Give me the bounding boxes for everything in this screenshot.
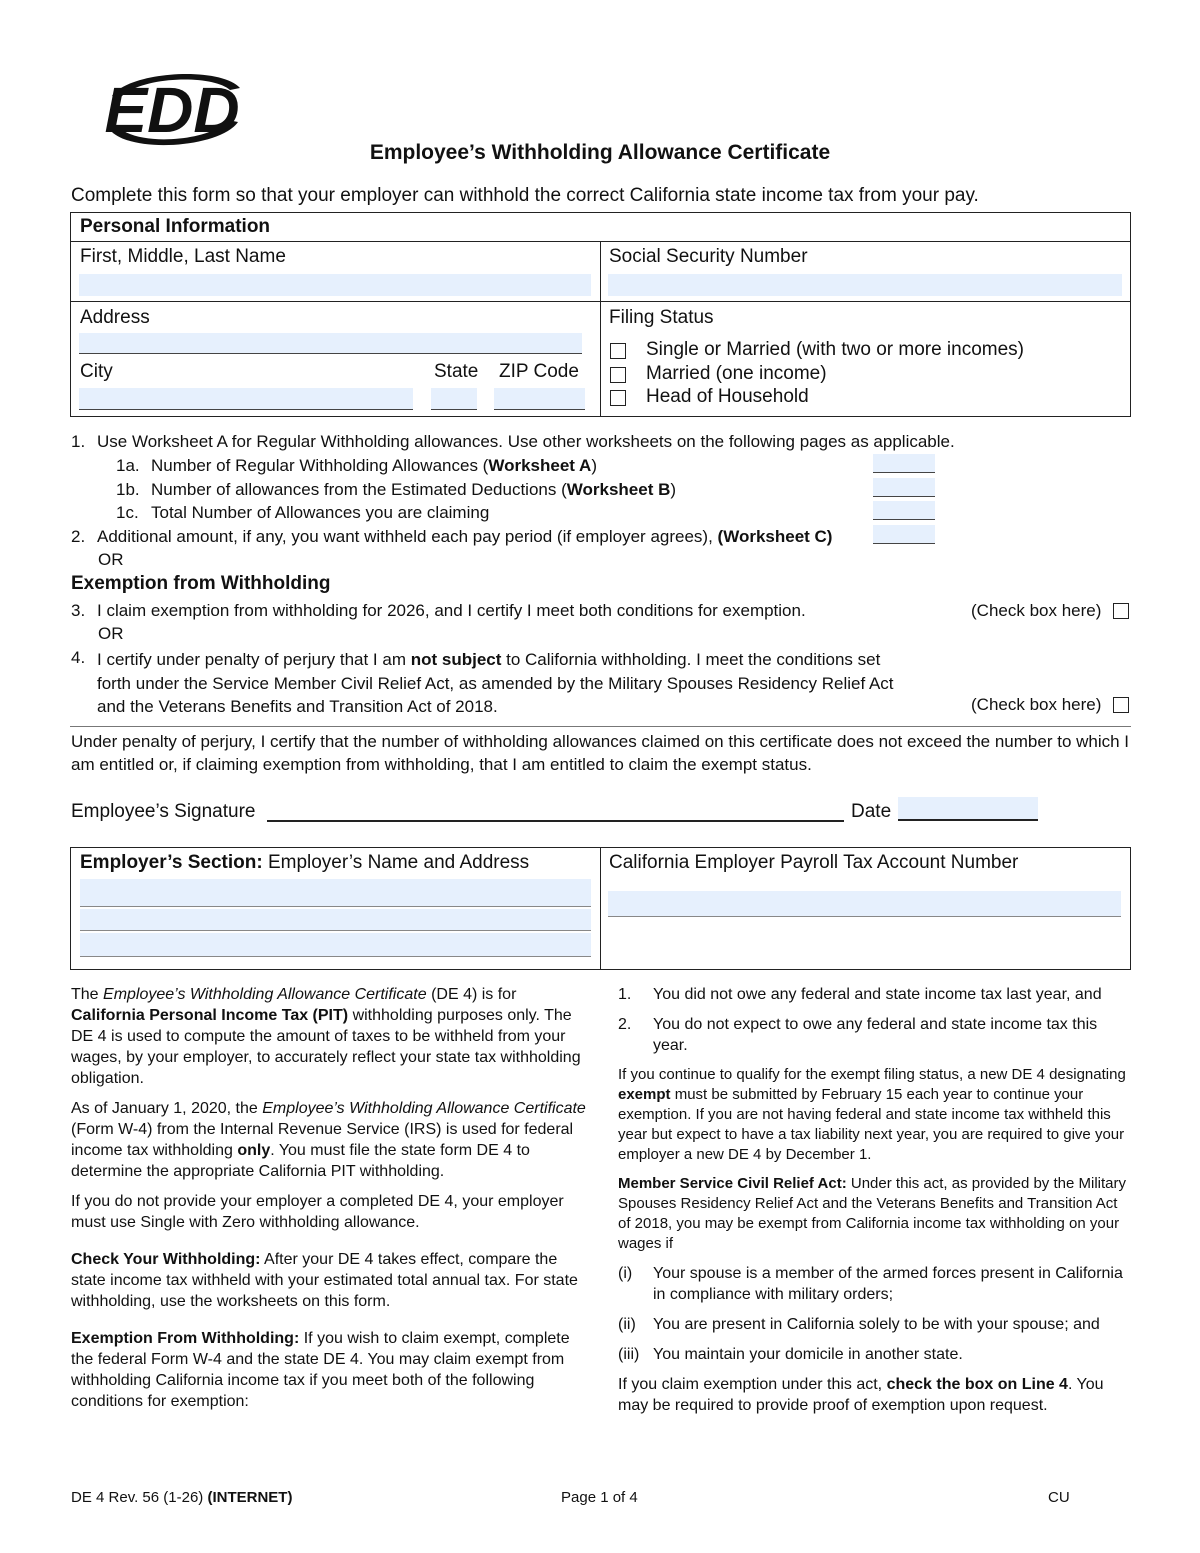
line-3-text: I claim exemption from withholding for 2026, and I certify I meet both conditions for exemption.	[97, 601, 806, 620]
intro-text: Complete this form so that your employer can withhold the correct California state income tax from your pay.	[71, 185, 979, 206]
filing-married-label: Married (one income)	[646, 363, 827, 384]
line-4-check-label: (Check box here)	[971, 695, 1102, 714]
svg-text:EDD: EDD	[104, 74, 240, 146]
footer-page-number: Page 1 of 4	[561, 1489, 638, 1506]
line-1a-number: 1a.	[116, 456, 140, 475]
line-4-text: I certify under penalty of perjury that I am not subject to California withholding. I meet the conditions set forth under the Service Member Civil Relief Act, as amended by the Military Spouses Residency Relief Act and the Veterans Benefits and Transition Act of 2018.	[97, 650, 894, 716]
page-title: Employee’s Withholding Allowance Certificate	[369, 141, 831, 164]
relief-condition-1: (i) Your spouse is a member of the armed forces present in California in compliance with military orders;	[618, 1265, 1123, 1303]
personal-info-heading: Personal Information	[80, 216, 271, 237]
certification-text: Under penalty of perjury, I certify that the number of withholding allowances claimed on this certificate does not exceed the number to which I am entitled or, if claiming exemption from withholding, that I am entitled to claim the exempt status.	[71, 732, 1130, 774]
info-left-p4: Check Your Withholding: After your DE 4 takes effect, compare the state income tax withheld with your estimated total annual tax. For state withholding, use the worksheets on this form.	[71, 1251, 578, 1310]
name-input[interactable]	[79, 274, 591, 296]
info-left-p5: Exemption From Withholding: If you wish to claim exempt, complete the federal Form W-4 and the state DE 4. You may claim exempt from withholding California income tax if you meet both of the following conditions for exemption:	[71, 1330, 570, 1410]
relief-condition-3: (iii) You maintain your domicile in another state.	[618, 1346, 963, 1363]
divider	[70, 726, 1131, 727]
line-4-number: 4.	[71, 648, 86, 667]
condition-2: 2. You do not expect to owe any federal and state income tax this year.	[618, 1016, 1098, 1054]
account-number-label: California Employer Payroll Tax Account Number	[609, 852, 1019, 873]
exemption-heading: Exemption from Withholding	[71, 573, 331, 594]
info-left-p1: The Employee’s Withholding Allowance Certificate (DE 4) is for California Personal Income Tax (PIT) withholding purposes only. The DE 4 is used to compute the amount of taxes to be withheld from your wages, by your employer, to accurately reflect your state tax withholding obligation.	[71, 986, 581, 1087]
line-2-number: 2.	[71, 527, 86, 546]
line-2-input[interactable]	[873, 525, 935, 544]
line-1b-number: 1b.	[116, 480, 140, 499]
line-3-check-label: (Check box here)	[971, 601, 1102, 620]
info-left-p2: As of January 1, 2020, the Employee’s Withholding Allowance Certificate (Form W-4) from the Internal Revenue Service (IRS) is used for federal income tax withholding only. You must file the state form DE 4 to determine the appropriate California PIT withholding.	[71, 1100, 586, 1180]
footer-code: CU	[1048, 1489, 1070, 1506]
info-right-column	[618, 984, 1130, 1425]
info-left-p3: If you do not provide your employer a completed DE 4, your employer must use Single with Zero withholding allowance.	[71, 1193, 564, 1231]
info-right-p2: Member Service Civil Relief Act: Under this act, as provided by the Military Spouses Residency Relief Act and the Veterans Benefits and Transition Act of 2018, you may be exempt from California income tax withholding on your wages if	[618, 1175, 1126, 1252]
signature-label: Employee’s Signature	[71, 801, 256, 822]
or-text: OR	[98, 550, 124, 569]
state-input[interactable]	[431, 388, 477, 410]
employer-section-label: Employer’s Section: Employer’s Name and Address	[80, 852, 530, 873]
ssn-input[interactable]	[608, 274, 1122, 296]
line-1c-input[interactable]	[873, 501, 935, 520]
filing-hoh-label: Head of Household	[646, 386, 809, 407]
or-text-2: OR	[98, 624, 124, 643]
line-1a-text: Number of Regular Withholding Allowances (Worksheet A)	[151, 456, 597, 475]
city-input[interactable]	[79, 388, 413, 410]
line-4-checkbox[interactable]	[1113, 697, 1129, 713]
line-1-text: Use Worksheet A for Regular Withholding allowances. Use other worksheets on the following pages as applicable.	[97, 432, 955, 451]
line-1a-input[interactable]	[873, 454, 935, 473]
line-1b-input[interactable]	[873, 478, 935, 497]
edd-logo	[100, 66, 250, 152]
info-right-p1: If you continue to qualify for the exempt filing status, a new DE 4 designating exempt must be submitted by February 15 each year to continue your exemption. If you are not having federal and state income tax withheld this year but expect to have a tax liability next year, you are required to give your employer a new DE 4 by December 1.	[618, 1066, 1126, 1163]
city-label: City	[80, 361, 113, 382]
address-input[interactable]	[79, 333, 582, 354]
signature-line[interactable]	[267, 820, 844, 822]
filing-status-label: Filing Status	[609, 307, 714, 328]
info-right-p3: If you claim exemption under this act, check the box on Line 4. You may be required to provide proof of exemption upon request.	[618, 1376, 1104, 1414]
date-label: Date	[851, 801, 892, 822]
zip-input[interactable]	[494, 388, 585, 410]
line-1c-text: Total Number of Allowances you are claiming	[151, 503, 490, 522]
employer-name-line-3[interactable]	[80, 933, 591, 957]
line-2-text: Additional amount, if any, you want withheld each pay period (if employer agrees), (Worksheet C)	[97, 527, 833, 546]
filing-single-label: Single or Married (with two or more incomes)	[646, 339, 1025, 360]
line-1-number: 1.	[71, 432, 86, 451]
employer-name-line-2[interactable]	[80, 909, 591, 931]
filing-married-checkbox[interactable]	[610, 367, 626, 383]
info-left-column	[71, 984, 591, 1421]
filing-hoh-checkbox[interactable]	[610, 390, 626, 406]
line-1b-text: Number of allowances from the Estimated Deductions (Worksheet B)	[151, 480, 677, 499]
condition-1: 1. You did not owe any federal and state income tax last year, and	[618, 986, 1102, 1003]
line-3-number: 3.	[71, 601, 86, 620]
line-1c-number: 1c.	[116, 503, 139, 522]
relief-condition-2: (ii) You are present in California solely to be with your spouse; and	[618, 1316, 1100, 1333]
state-label: State	[434, 361, 479, 382]
address-label: Address	[80, 307, 150, 328]
employer-name-line-1[interactable]	[80, 879, 591, 907]
account-number-input[interactable]	[608, 891, 1121, 917]
zip-label: ZIP Code	[499, 361, 579, 382]
filing-single-checkbox[interactable]	[610, 343, 626, 359]
ssn-label: Social Security Number	[609, 246, 808, 267]
footer-form-id: DE 4 Rev. 56 (1-26) (INTERNET)	[71, 1489, 293, 1506]
date-input[interactable]	[898, 797, 1038, 821]
line-3-checkbox[interactable]	[1113, 603, 1129, 619]
name-label: First, Middle, Last Name	[80, 246, 286, 267]
